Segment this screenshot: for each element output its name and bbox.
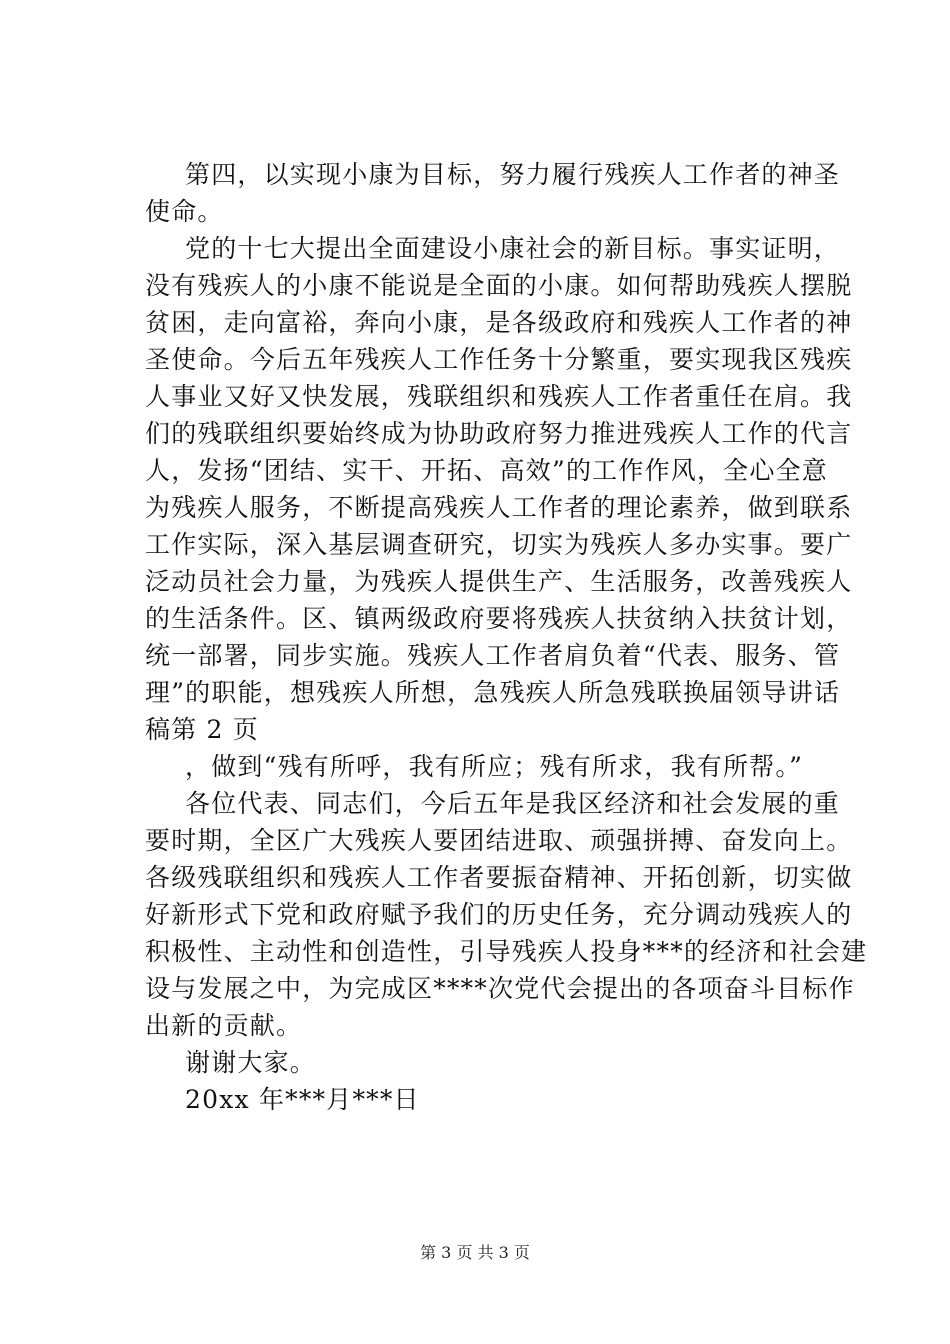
paragraph-line: 圣使命。今后五年残疾人工作任务十分繁重，要实现我区残疾 <box>145 345 853 374</box>
paragraph-heading-line: 第四，以实现小康为目标，努力履行残疾人工作者的神圣 <box>185 160 841 189</box>
paragraph-line: 贫困，走向富裕，奔向小康，是各级政府和残疾人工作者的神 <box>145 308 853 337</box>
paragraph-line: 党的十七大提出全面建设小康社会的新目标。事实证明， <box>185 234 841 263</box>
paragraph-line: 稿第 2 页 <box>145 715 259 744</box>
paragraph-line: 人，发扬“团结、实干、开拓、高效”的工作作风，全心全意 <box>145 456 828 485</box>
paragraph-line: 使命。 <box>145 197 224 226</box>
paragraph-line: 工作实际，深入基层调查研究，切实为残疾人多办实事。要广 <box>145 530 853 559</box>
paragraph-line: 出新的贡献。 <box>145 1011 303 1040</box>
page-footer: 第 3 页 共 3 页 <box>420 1243 530 1262</box>
paragraph-line: 人事业又好又快发展，残联组织和残疾人工作者重任在肩。我 <box>145 382 853 411</box>
paragraph-line: 没有残疾人的小康不能说是全面的小康。如何帮助残疾人摆脱 <box>145 271 853 300</box>
paragraph-line: 好新形式下党和政府赋予我们的历史任务，充分调动残疾人的 <box>145 900 853 929</box>
paragraph-line: 设与发展之中，为完成区****次党代会提出的各项奋斗目标作 <box>145 974 855 1003</box>
paragraph-line: 各位代表、同志们，今后五年是我区经济和社会发展的重 <box>185 789 841 818</box>
document-date: 20xx 年***月***日 <box>185 1085 420 1114</box>
paragraph-line: 要时期，全区广大残疾人要团结进取、顽强拼搏、奋发向上。 <box>145 826 853 855</box>
paragraph-line: 的生活条件。区、镇两级政府要将残疾人扶贫纳入扶贫计划， <box>145 604 853 633</box>
paragraph-line: 积极性、主动性和创造性，引导残疾人投身***的经济和社会建 <box>145 937 868 966</box>
document-body <box>145 156 868 1118</box>
paragraph-line: 泛动员社会力量，为残疾人提供生产、生活服务，改善残疾人 <box>145 567 853 596</box>
paragraph-line: ，做到“残有所呼，我有所应；残有所求，我有所帮。” <box>185 752 804 781</box>
paragraph-line: 统一部署，同步实施。残疾人工作者肩负着“代表、服务、管 <box>145 641 841 670</box>
paragraph-line: 理”的职能，想残疾人所想，急残疾人所急残联换届领导讲话 <box>145 678 841 707</box>
paragraph-line: 为残疾人服务，不断提高残疾人工作者的理论素养，做到联系 <box>145 493 853 522</box>
paragraph-line: 各级残联组织和残疾人工作者要振奋精神、开拓创新，切实做 <box>145 863 853 892</box>
closing-thanks: 谢谢大家。 <box>185 1048 317 1077</box>
paragraph-line: 们的残联组织要始终成为协助政府努力推进残疾人工作的代言 <box>145 419 853 448</box>
